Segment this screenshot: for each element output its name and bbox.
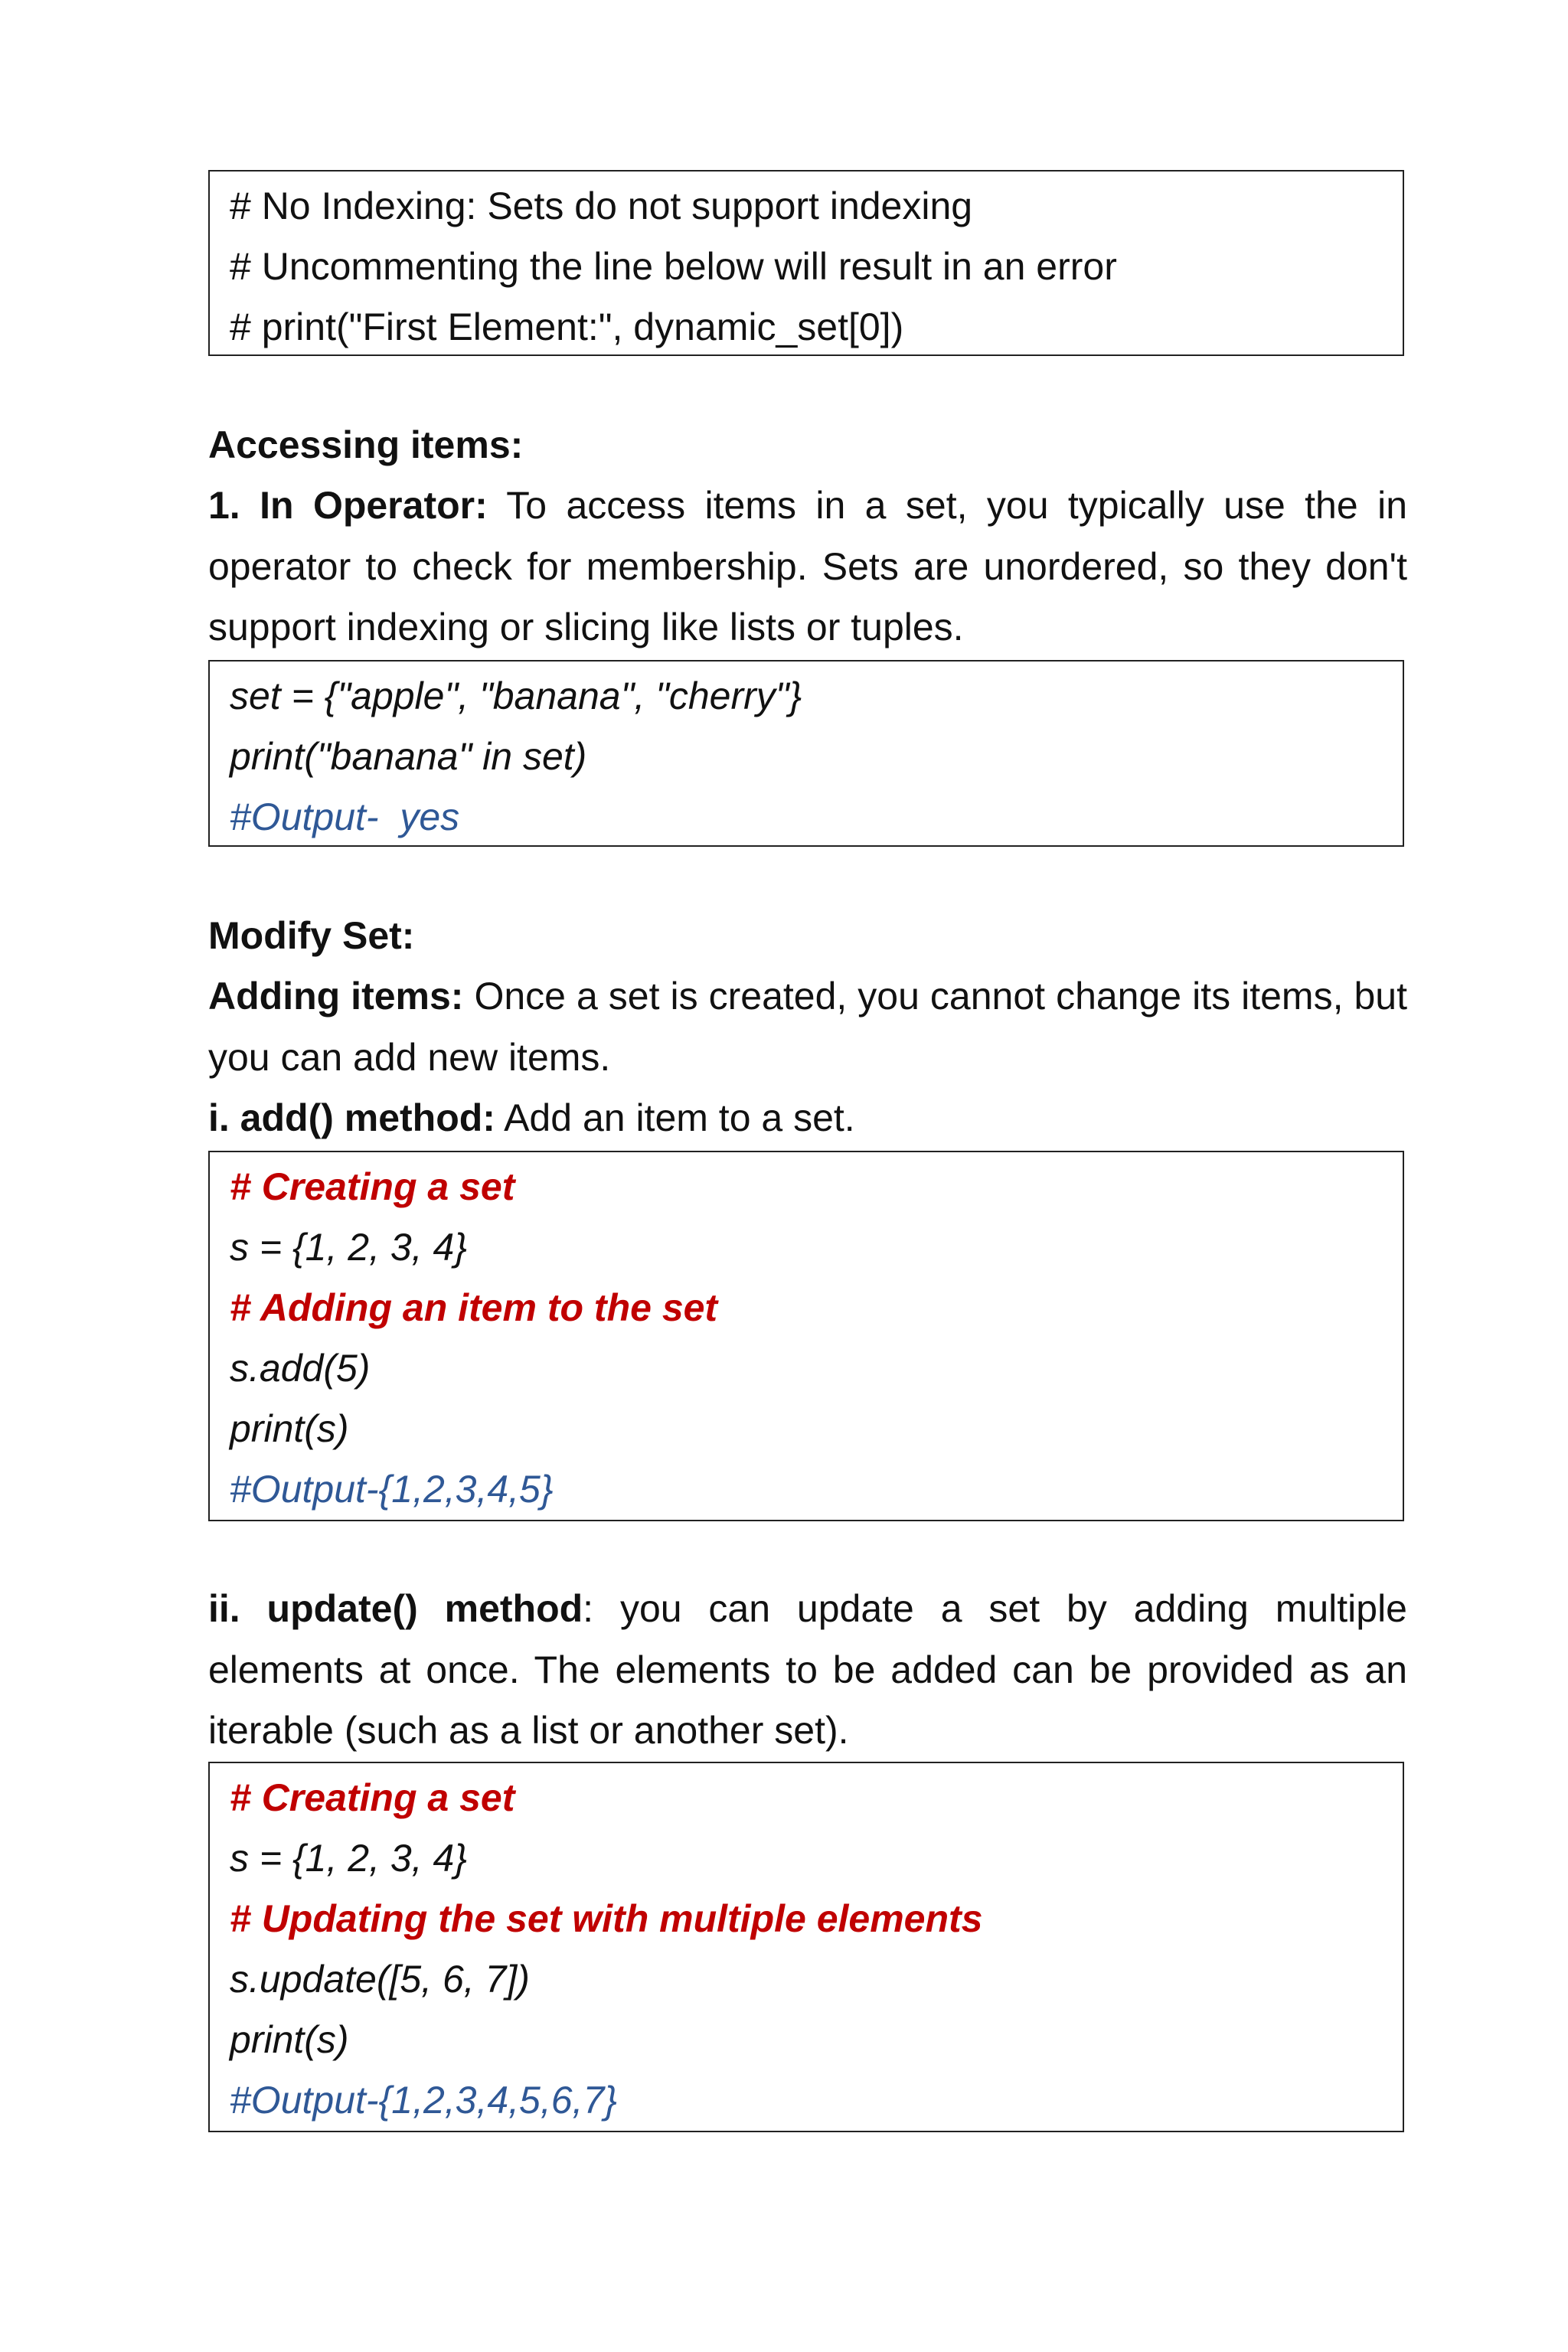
code-line: # No Indexing: Sets do not support indexing [230, 185, 973, 227]
add-method-text: Add an item to a set. [495, 1096, 855, 1139]
section-heading-accessing-items: Accessing items: [208, 423, 524, 466]
paragraph-update-method [208, 1579, 1407, 1762]
code-line: s = {1, 2, 3, 4} [230, 1837, 467, 1880]
code-block-no-indexing [208, 170, 1404, 356]
code-line: # Uncommenting the line below will result in an error [230, 245, 1117, 288]
add-method-label: i. add() method: [208, 1096, 495, 1139]
adding-items-text: Once a set is created, you cannot change its items, but you can add new items. [208, 975, 1407, 1079]
code-line: # print("First Element:", dynamic_set[0]) [230, 305, 904, 348]
code-block-update-method [208, 1762, 1404, 2132]
code-comment: # Updating the set with multiple elements [230, 1897, 983, 1940]
adding-items-label: Adding items: [208, 975, 464, 1018]
section-heading-modify-set: Modify Set: [208, 914, 415, 957]
code-line: s.add(5) [230, 1347, 371, 1390]
code-line: print(s) [230, 1407, 349, 1450]
code-output: #Output-{1,2,3,4,5,6,7} [230, 2079, 617, 2122]
code-block-add-method [208, 1151, 1404, 1521]
update-method-label: ii. update() method [208, 1587, 583, 1630]
code-comment: # Adding an item to the set [230, 1286, 718, 1329]
in-operator-label: 1. In Operator: [208, 484, 488, 527]
code-line: set = {"apple", "banana", "cherry"} [230, 675, 802, 717]
code-output: #Output-{1,2,3,4,5} [230, 1468, 554, 1511]
code-line: print(s) [230, 2018, 349, 2061]
code-block-in-operator [208, 660, 1404, 847]
code-comment: # Creating a set [230, 1165, 515, 1208]
paragraph-adding-items [208, 966, 1407, 1088]
code-output: #Output- yes [230, 795, 460, 838]
in-operator-text: To access items in a set, you typically use the in operator to check for membership. Sets are unordered, so they don't support indexing or slicing like lists or tuples. [208, 484, 1407, 648]
code-line: s = {1, 2, 3, 4} [230, 1226, 467, 1269]
code-comment: # Creating a set [230, 1776, 515, 1819]
code-line: s.update([5, 6, 7]) [230, 1958, 530, 2001]
code-line: print("banana" in set) [230, 735, 587, 778]
paragraph-in-operator [208, 475, 1407, 658]
paragraph-add-method [208, 1088, 1407, 1149]
update-method-text: : you can update a set by adding multiple elements at once. The elements to be added can be provided as an iterable (such as a list or another set). [208, 1587, 1407, 1752]
